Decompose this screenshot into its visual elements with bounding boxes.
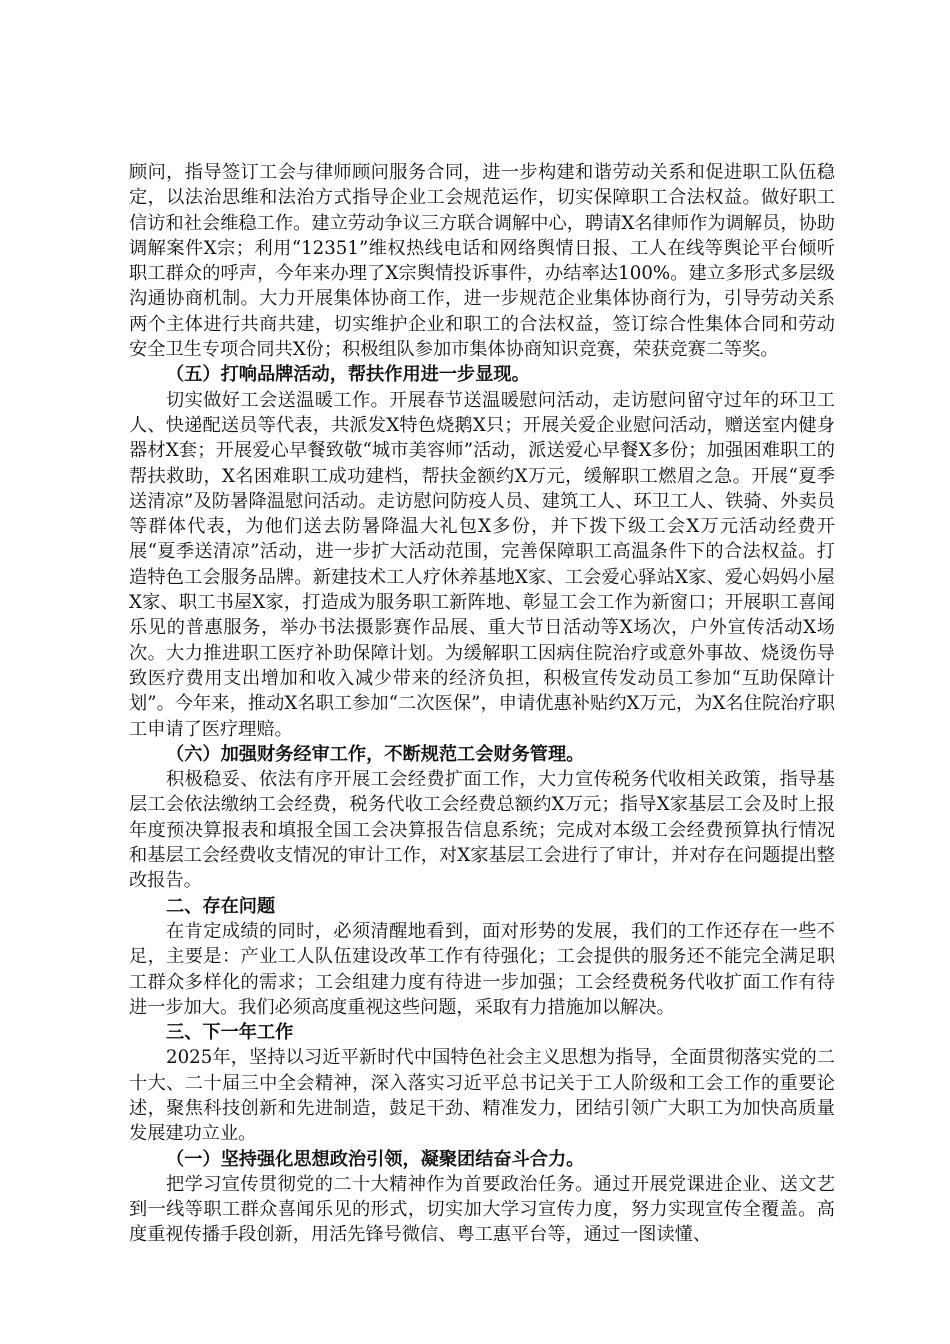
section-heading-1: （一）坚持强化思想政治引领，凝聚团结奋斗合力。 [166,1148,585,1170]
section-heading-6: （六）加强财务经审工作，不断规范工会财务管理。 [166,743,585,765]
paragraph-legal-rights: 顾问，指导签订工会与律师顾问服务合同，进一步构建和谐劳动关系和促进职工队伍稳定，以法治思维和法治方式指导企业工会规范运作，切实保障职工合法权益。做好职工信访和社会维稳工作。建立劳动争议三方联合调解中心，聘请X名律师作为调解员，协助调解案件X宗；利用“12351”维权热线电话和网络舆情日报、工人在线等舆论平台倾听职工群众的呼声，今年来办理了X宗舆情投诉事件，办结率达100%。建立多形式多层级沟通协商机制。大力开展集体协商工作，进一步规范企业集体协商行为，引导劳动关系两个主体进行共商共建，切实维护企业和职工的合法权益，签订综合性集体合同和劳动安全卫生专项合同共X份；积极组队参加市集体协商知识竞赛，荣获竞赛二等奖。 [129,162,835,361]
paragraph-political-guidance: 把学习宣传贯彻党的二十大精神作为首要政治任务。通过开展党课进企业、送文艺到一线等职工群众喜闻乐见的形式，切实加大学习宣传力度，努力实现宣传全覆盖。高度重视传播手段创新，用活先锋号微信、粤工惠平台等，通过一图读懂、 [129,1173,835,1246]
section-heading-problems: 二、存在问题 [166,895,276,917]
paragraph-warmth-activities: 切实做好工会送温暖工作。开展春节送温暖慰问活动，走访慰问留守过年的环卫工人、快递配送员等代表，共派发X特色烧鹅X只；开展关爱企业慰问活动，赠送室内健身器材X套；开展爱心早餐致敬“城市美容师”活动，派送爱心早餐X多份；加强困难职工的帮扶救助，X名困难职工成功建档，帮扶金额约X万元，缓解职工燃眉之急。开展“夏季送清凉”及防暑降温慰问活动。走访慰问防疫人员、建筑工人、环卫工人、铁骑、外卖员等群体代表，为他们送去防暑降温大礼包X多份，并下拨下级工会X万元活动经费开展“夏季送清凉”活动，进一步扩大活动范围，完善保障职工高温条件下的合法权益。打造特色工会服务品牌。新建技术工人疗休养基地X家、工会爱心驿站X家、爱心妈妈小屋X家、职工书屋X家，打造成为服务职工新阵地、彰显工会工作为新窗口；开展职工喜闻乐见的普惠服务，举办书法摄影赛作品展、重大节日活动等X场次，户外宣传活动X场次。大力推进职工医疗补助保障计划。为缓解职工因病住院治疗或意外事故、烧烫伤导致医疗费用支出增加和收入减少带来的经济负担，积极宣传发动员工参加“互助保障计划”。今年来，推动X名职工参加“二次医保”，申请优惠补贴约X万元，为X名住院治疗职工申请了医疗理赔。 [129,389,835,740]
paragraph-finance-audit: 积极稳妥、依法有序开展工会经费扩面工作，大力宣传税务代收相关政策，指导基层工会依法缴纳工会经费，税务代收工会经费总额约X万元；指导X家基层工会及时上报年度预决算报表和填报全国工会决算报告信息系统；完成对本级工会经费预算执行情况和基层工会经费收支情况的审计工作，对X家基层工会进行了审计，并对存在问题提出整改报告。 [129,769,835,892]
paragraph-problems: 在肯定成绩的同时，必须清醒地看到，面对形势的发展，我们的工作还存在一些不足，主要是：产业工人队伍建设改革工作有待强化；工会提供的服务还不能完全满足职工群众多样化的需求；工会组建力度有待进一步加强；工会经费税务代收扩面工作有待进一步加大。我们必须高度重视这些问题，采取有力措施加以解决。 [129,920,835,1018]
paragraph-next-year: 2025年，坚持以习近平新时代中国特色社会主义思想为指导，全面贯彻落实党的二十大、二十届三中全会精神，深入落实习近平总书记关于工人阶级和工会工作的重要论述，聚焦科技创新和先进制造，鼓足干劲、精准发力，团结引领广大职工为加快高质量发展建功立业。 [129,1047,835,1145]
section-heading-next-year: 三、下一年工作 [166,1022,294,1044]
section-heading-5: （五）打响品牌活动，帮扶作用进一步显现。 [166,364,530,386]
document-body [129,160,835,1248]
